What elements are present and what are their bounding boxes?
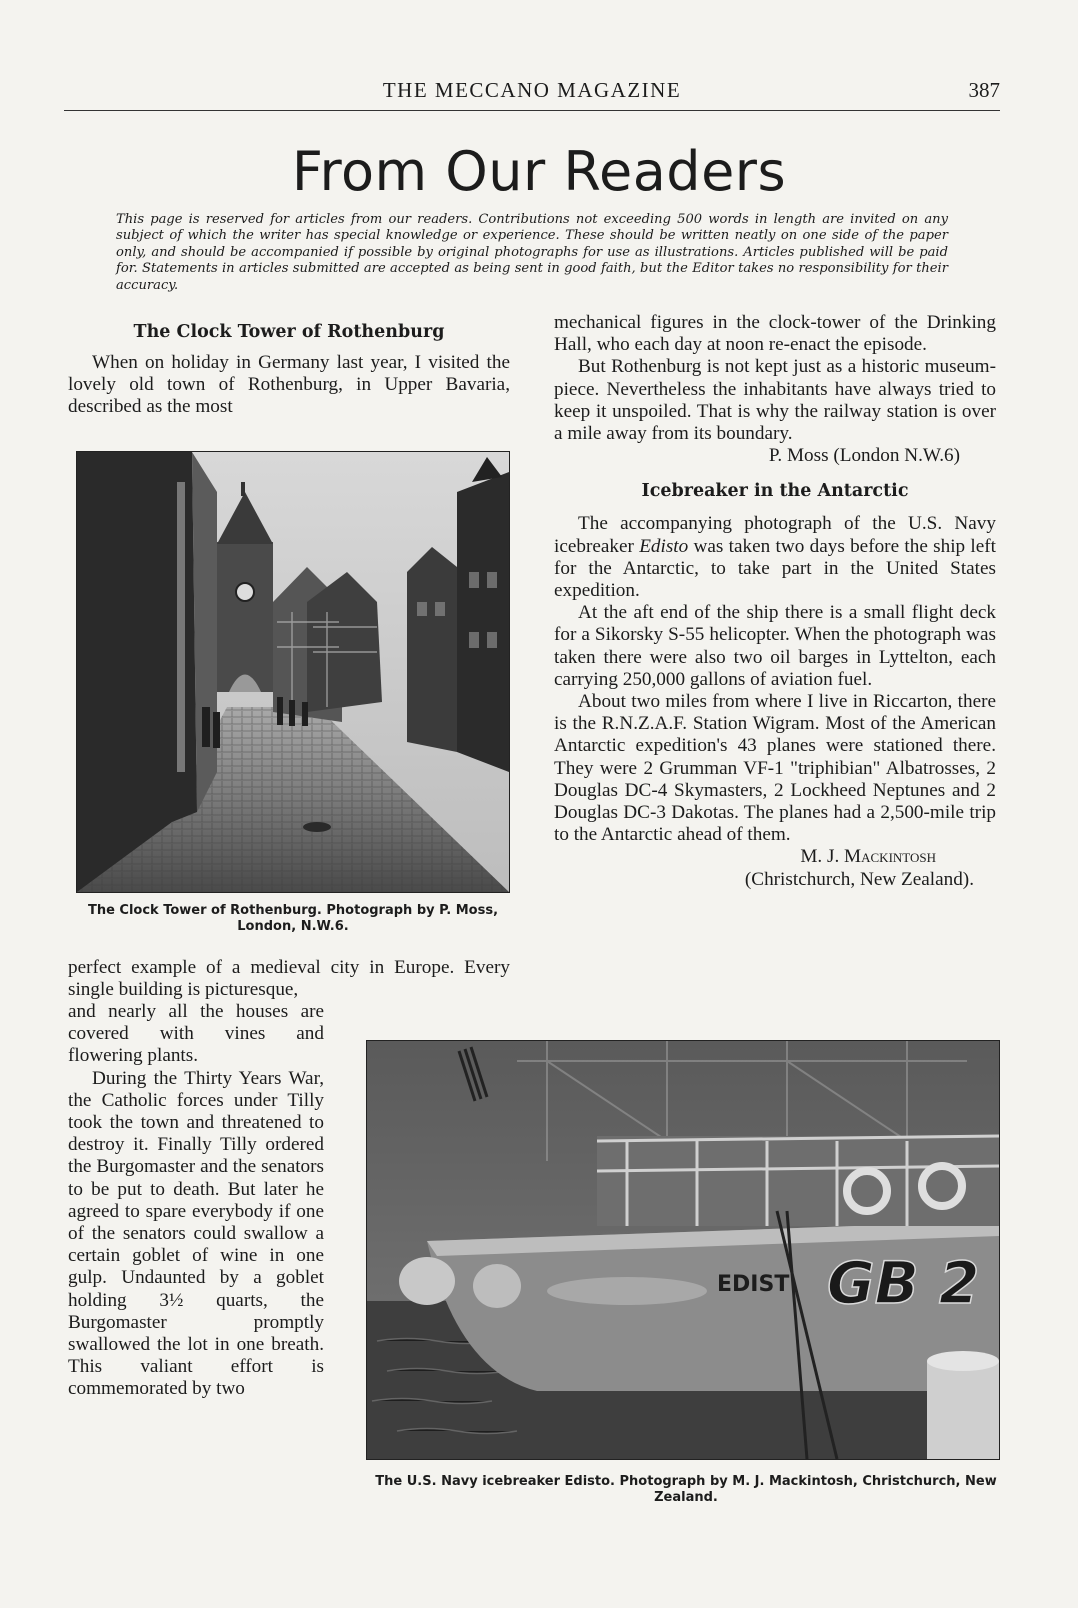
intro-note <box>116 212 948 294</box>
article2-para3: About two miles from where I live in Riccarton, there is the R.N.Z.A.F. Station Wigram. Most of the American Antarctic expedition's 43 planes were stationed there. They were 2 Grumman VF-1 "triphibian" Albatrosses, 2 Douglas DC-4 Skymasters, 2 Lockheed Neptunes and 2 Douglas DC-3 Dakotas. The planes had a 2,500-mile trip to the Antarctic ahead of them. <box>554 691 996 846</box>
article1-para1-cont: perfect example of a medieval city in Europe. Every single building is picturesque, <box>68 957 510 1001</box>
intro-text: This page is reserved for articles from our readers. Contributions not exceeding 500 words in length are invited on any subject of which the writer has special knowledge or experience. These should be written neatly on one side of the paper only, and should be accompanied if possible by original photographs for use as illustrations. Articles published will be paid for. Statements in articles submitted are accepted as being sent in good faith, but the Editor takes no responsibility for their accuracy. <box>116 212 948 293</box>
article2-heading: Icebreaker in the Antarctic <box>641 481 909 502</box>
page-title: From Our Readers <box>291 140 787 203</box>
article1-para2: During the Thirty Years War, the Catholic forces under Tilly took the town and threatened to destroy it. Finally Tilly ordered the Burgomaster and the senators to be put to death. But later he agreed to spare everybody if one of the senators could swallow a certain goblet of wine in one gulp. Undaunted by a goblet holding 3½ quarts, the Burgomaster promptly swallowed the lot in one breath. This valiant effort is commemorated by two <box>68 1067 324 1400</box>
article1-signature: P. Moss (London N.W.6) <box>768 445 960 467</box>
article1-para3: But Rothenburg is not kept just as a historic museum-piece. Nevertheless the inhabitants have always tried to keep it unspoiled. That is why the railway station is over a mile away from its boundary. <box>554 356 996 445</box>
rothenburg-caption: The Clock Tower of Rothenburg. Photograph by P. Moss, London, N.W.6. <box>87 903 499 934</box>
page-number: 387 <box>968 78 1000 102</box>
edisto-photo <box>366 1040 1000 1460</box>
edisto-caption: The U.S. Navy icebreaker Edisto. Photograph by M. J. Mackintosh, Christchurch, New Zealand. <box>375 1474 997 1505</box>
ship-name: Edisto <box>639 535 689 557</box>
edisto-caption-box <box>366 1474 1006 1506</box>
rothenburg-caption-box <box>68 903 518 935</box>
right-column <box>554 312 996 891</box>
magazine-title: THE MECCANO MAGAZINE <box>382 78 682 102</box>
article2-para2: At the aft end of the ship there is a small flight deck for a Sikorsky S-55 helicopter. When the photograph was taken there were also two oil barges in Lyttelton, each carrying 250,000 gallons of aviation fuel. <box>554 602 996 690</box>
article2-para1-start: The accompanying photograph of the U.S. Navy icebreaker <box>554 513 996 557</box>
icebreaker-edisto-image <box>367 1041 999 1459</box>
rothenburg-clock-tower-image <box>77 452 509 892</box>
article1-top <box>68 322 510 419</box>
running-head <box>64 76 1000 111</box>
article1-para1-end: and nearly all the houses are covered with vines and flowering plants. <box>68 1001 324 1067</box>
article1-para2-cont: mechanical figures in the clock-tower of the Drinking Hall, who each day at noon re-enact the episode. <box>554 312 996 356</box>
article1-narrow <box>68 1001 324 1401</box>
article1-para1: When on holiday in Germany last year, I visited the lovely old town of Rothenburg, in Upper Bavaria, described as the most <box>68 352 510 418</box>
hull-marking: EDIST <box>717 1272 790 1297</box>
article1-continuation <box>68 957 510 1001</box>
article2-signature-name: M. J. Mackintosh <box>800 846 936 868</box>
article2-signature-place: (Christchurch, New Zealand). <box>744 868 974 890</box>
hull-number: GB 2 <box>827 1249 980 1317</box>
rothenburg-photo <box>76 451 510 893</box>
article1-heading: The Clock Tower of Rothenburg <box>133 322 445 342</box>
article2-para1-end: was taken two days before the ship left for the Antarctic, to take part in the United States expedition. <box>554 535 996 602</box>
article2-para1 <box>554 513 996 602</box>
